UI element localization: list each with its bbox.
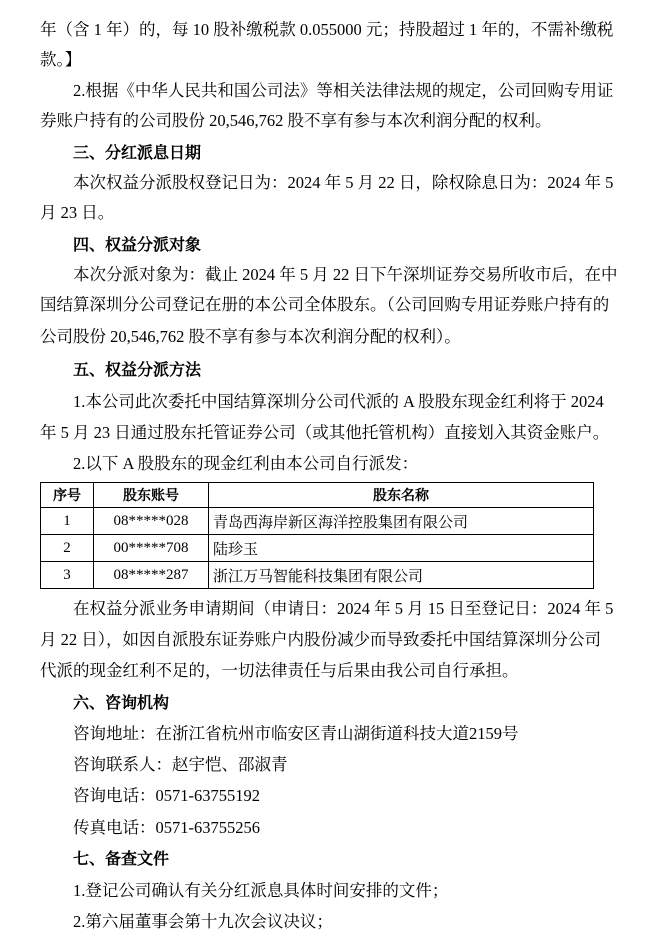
cell-name: 浙江万马智能科技集团有限公司 <box>209 562 594 589</box>
reference-file-1: 1.登记公司确认有关分红派息具体时间安排的文件； <box>73 881 449 900</box>
s5-p3-line-1: 在权益分派业务申请期间（申请日：2024 年 5 月 15 日至登记日：2024 年 5 <box>73 599 614 618</box>
repurchase-line-2: 券账户持有的公司股份 20,546,762 股不享有参与本次利润分配的权利。 <box>40 111 552 130</box>
s3-line-1: 本次权益分派股权登记日为：2024 年 5 月 22 日，除权除息日为：2024 年 5 <box>73 173 614 192</box>
cell-account: 00*****708 <box>94 535 209 562</box>
consult-fax: 传真电话：0571-63755256 <box>73 818 260 837</box>
s3-line-2: 月 23 日。 <box>40 203 115 222</box>
section-3-heading: 三、分红派息日期 <box>73 143 202 162</box>
s5-p3-line-3: 代派的现金红利不足的，一切法律责任与后果由我公司自行承担。 <box>40 661 519 680</box>
col-header-name: 股东名称 <box>209 483 594 508</box>
consult-address: 咨询地址：在浙江省杭州市临安区青山湖街道科技大道2159号 <box>73 724 519 743</box>
s4-line-2: 国结算深圳分公司登记在册的本公司全体股东。（公司回购专用证券账户持有的 <box>40 295 610 314</box>
cell-name: 陆珍玉 <box>209 535 594 562</box>
section-5-heading: 五、权益分派方法 <box>73 360 202 379</box>
cell-account: 08*****287 <box>94 562 209 589</box>
s5-p1-line-1: 1.本公司此次委托中国结算深圳分公司代派的 A 股股东现金红利将于 2024 <box>73 392 604 411</box>
consult-contacts: 咨询联系人：赵宇恺、邵淑青 <box>73 755 288 774</box>
s5-p2: 2.以下 A 股股东的现金红利由本公司自行派发： <box>73 454 419 473</box>
col-header-account: 股东账号 <box>94 483 209 508</box>
tax-line-2: 款。】 <box>40 50 82 69</box>
table-row <box>41 535 594 562</box>
table-row <box>41 562 594 589</box>
table-header-row <box>41 483 594 508</box>
cell-account: 08*****028 <box>94 508 209 535</box>
section-4-heading: 四、权益分派对象 <box>73 235 202 254</box>
cell-index: 1 <box>41 508 94 535</box>
cell-index: 2 <box>41 535 94 562</box>
col-header-index: 序号 <box>41 483 94 508</box>
cell-name: 青岛西海岸新区海洋控股集团有限公司 <box>209 508 594 535</box>
consult-phone: 咨询电话：0571-63755192 <box>73 786 260 805</box>
s4-line-3: 公司股份 20,546,762 股不享有参与本次利润分配的权利）。 <box>40 327 461 346</box>
table-row <box>41 508 594 535</box>
self-distribution-table <box>40 482 594 589</box>
section-7-heading: 七、备查文件 <box>73 849 170 868</box>
tax-line-1: 年（含 1 年）的，每 10 股补缴税款 0.055000 元；持股超过 1 年的，不需补缴税 <box>40 20 614 39</box>
s5-p3-line-2: 月 22 日），如因自派股东证券账户内股份减少而导致委托中国结算深圳分公司 <box>40 630 601 649</box>
s5-p1-line-2: 年 5 月 23 日通过股东托管证券公司（或其他托管机构）直接划入其资金账户。 <box>40 423 610 442</box>
cell-index: 3 <box>41 562 94 589</box>
s4-line-1: 本次分派对象为：截止 2024 年 5 月 22 日下午深圳证券交易所收市后，在中 <box>73 265 618 284</box>
section-6-heading: 六、咨询机构 <box>73 693 170 712</box>
reference-file-2: 2.第六届董事会第十九次会议决议； <box>73 912 333 931</box>
repurchase-line-1: 2.根据《中华人民共和国公司法》等相关法律法规的规定，公司回购专用证 <box>73 81 614 100</box>
